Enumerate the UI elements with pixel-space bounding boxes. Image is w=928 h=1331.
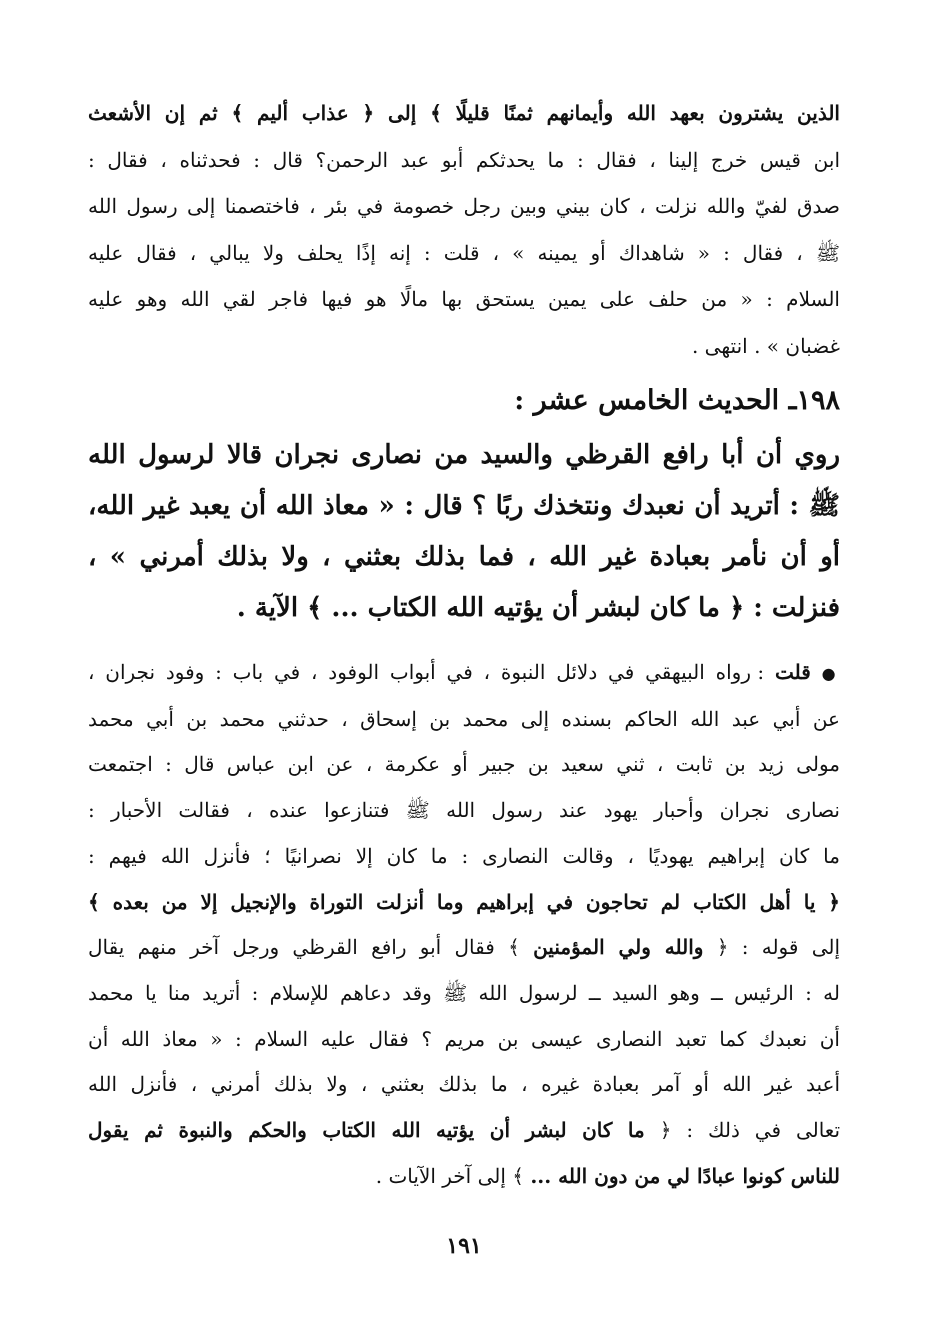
text-line: أعبد غير الله أو آمر بعبادة غيره ، ما بذلك بعثني ، ولا بذلك أمرني ، فأنزل الله <box>88 1072 840 1097</box>
paragraph-continued <box>88 90 840 370</box>
text-line <box>88 650 840 697</box>
text-line: الذين يشترون بعهد الله وأيمانهم ثمنًا قليلًا ﴾ إلى ﴿ عذاب أليم ﴾ ثم إن الأشعث <box>88 101 840 125</box>
text-line: فنزلت : ﴿ ما كان لبشر أن يؤتيه الله الكتاب ... ﴾ الآية . <box>236 593 840 623</box>
text-line: السلام : « من حلف على يمين يستحق بها مالًا هو فيها فاجر لقي الله وهو عليه <box>88 287 840 312</box>
text-line <box>88 925 840 971</box>
text-segment: تعالى في ذلك : ﴿ <box>659 1118 840 1143</box>
page-number: ١٩١ <box>446 1233 482 1259</box>
text-line <box>88 1108 840 1154</box>
text-segment: ﴾ إلى آخر الآيات . <box>375 1163 524 1188</box>
quran-quote: ما كان لبشر أن يؤتيه الله الكتاب والحكم والنبوة ثم يقول <box>88 1118 645 1143</box>
quran-quote: والله ولي المؤمنين <box>533 935 704 960</box>
text-segment: : رواه البيهقي في دلائل النبوة ، في أبواب الوفود ، في باب : وفود نجران ، <box>88 660 765 684</box>
hadith-text <box>88 430 840 634</box>
text-segment: إلى قوله : ﴿ <box>716 935 840 960</box>
text-line: أن نعبدك كما تعبد النصارى عيسى بن مريم ؟ فقال عليه السلام : « معاذ الله أن <box>88 1026 840 1051</box>
text-line: روي أن أبا رافع القرظي والسيد من نصارى نجران قالا لرسول الله <box>88 440 840 470</box>
bullet-icon: ● <box>821 664 840 683</box>
quran-quote: للناس كونوا عبادًا لي من دون الله ... <box>530 1163 840 1188</box>
text-line: ابن قيس خرج إلينا ، فقال : ما يحدثكم أبو عبد الرحمن؟ قال : فحدثناه ، فقال : <box>88 147 840 172</box>
commentary-paragraph <box>88 650 840 1199</box>
text-segment: ﴾ فقال أبو رافع القرظي ورجل آخر منهم يقال <box>88 935 520 960</box>
commentary-label: قلت <box>774 660 811 684</box>
text-line: عن أبي عبد الله الحاكم بسنده إلى محمد بن إسحاق ، حدثني محمد بن أبي محمد <box>88 706 840 731</box>
text-line: أو أن نأمر بعبادة غير الله ، فما بذلك بعثني ، ولا بذلك أمرني » ، <box>88 542 840 572</box>
text-line: غضبان » . انتهى . <box>691 333 840 358</box>
text-line: مولى زيد بن ثابت ، ثني سعيد بن جبير أو عكرمة ، عن ابن عباس قال : اجتمعت <box>88 752 840 777</box>
text-line: نصارى نجران وأحبار يهود عند رسول الله ﷺ فتنازعوا عنده ، فقالت الأحبار : <box>88 798 840 823</box>
text-line: ﷺ ، فقال : « شاهداك أو يمينه » ، قلت : إنه إذًا يحلف ولا يبالي ، فقال عليه <box>88 240 840 265</box>
text-line: صدق لفيّ والله نزلت ، كان بيني وبين رجل خصومة في بئر ، فاختصمنا إلى رسول الله <box>88 194 840 219</box>
text-line <box>88 1154 840 1200</box>
text-line: ﷺ : أتريد أن نعبدك ونتخذك ربًا ؟ قال : « معاذ الله أن يعبد غير الله، <box>88 491 840 521</box>
text-line: ما كان إبراهيم يهوديًا ، وقالت النصارى : ما كان إلا نصرانيًا ؛ فأنزل الله فيهم : <box>88 843 840 868</box>
text-line: ﴿ يا أهل الكتاب لم تحاجون في إبراهيم وما أنزلت التوراة والإنجيل إلا من بعده ﴾ <box>88 889 840 914</box>
text-line: له : الرئيس ــ وهو السيد ــ لرسول الله ﷺ وقد دعاهم للإسلام : أتريد منا يا محمد <box>88 980 840 1005</box>
hadith-heading: ١٩٨ـ الحديث الخامس عشر : <box>514 385 840 416</box>
